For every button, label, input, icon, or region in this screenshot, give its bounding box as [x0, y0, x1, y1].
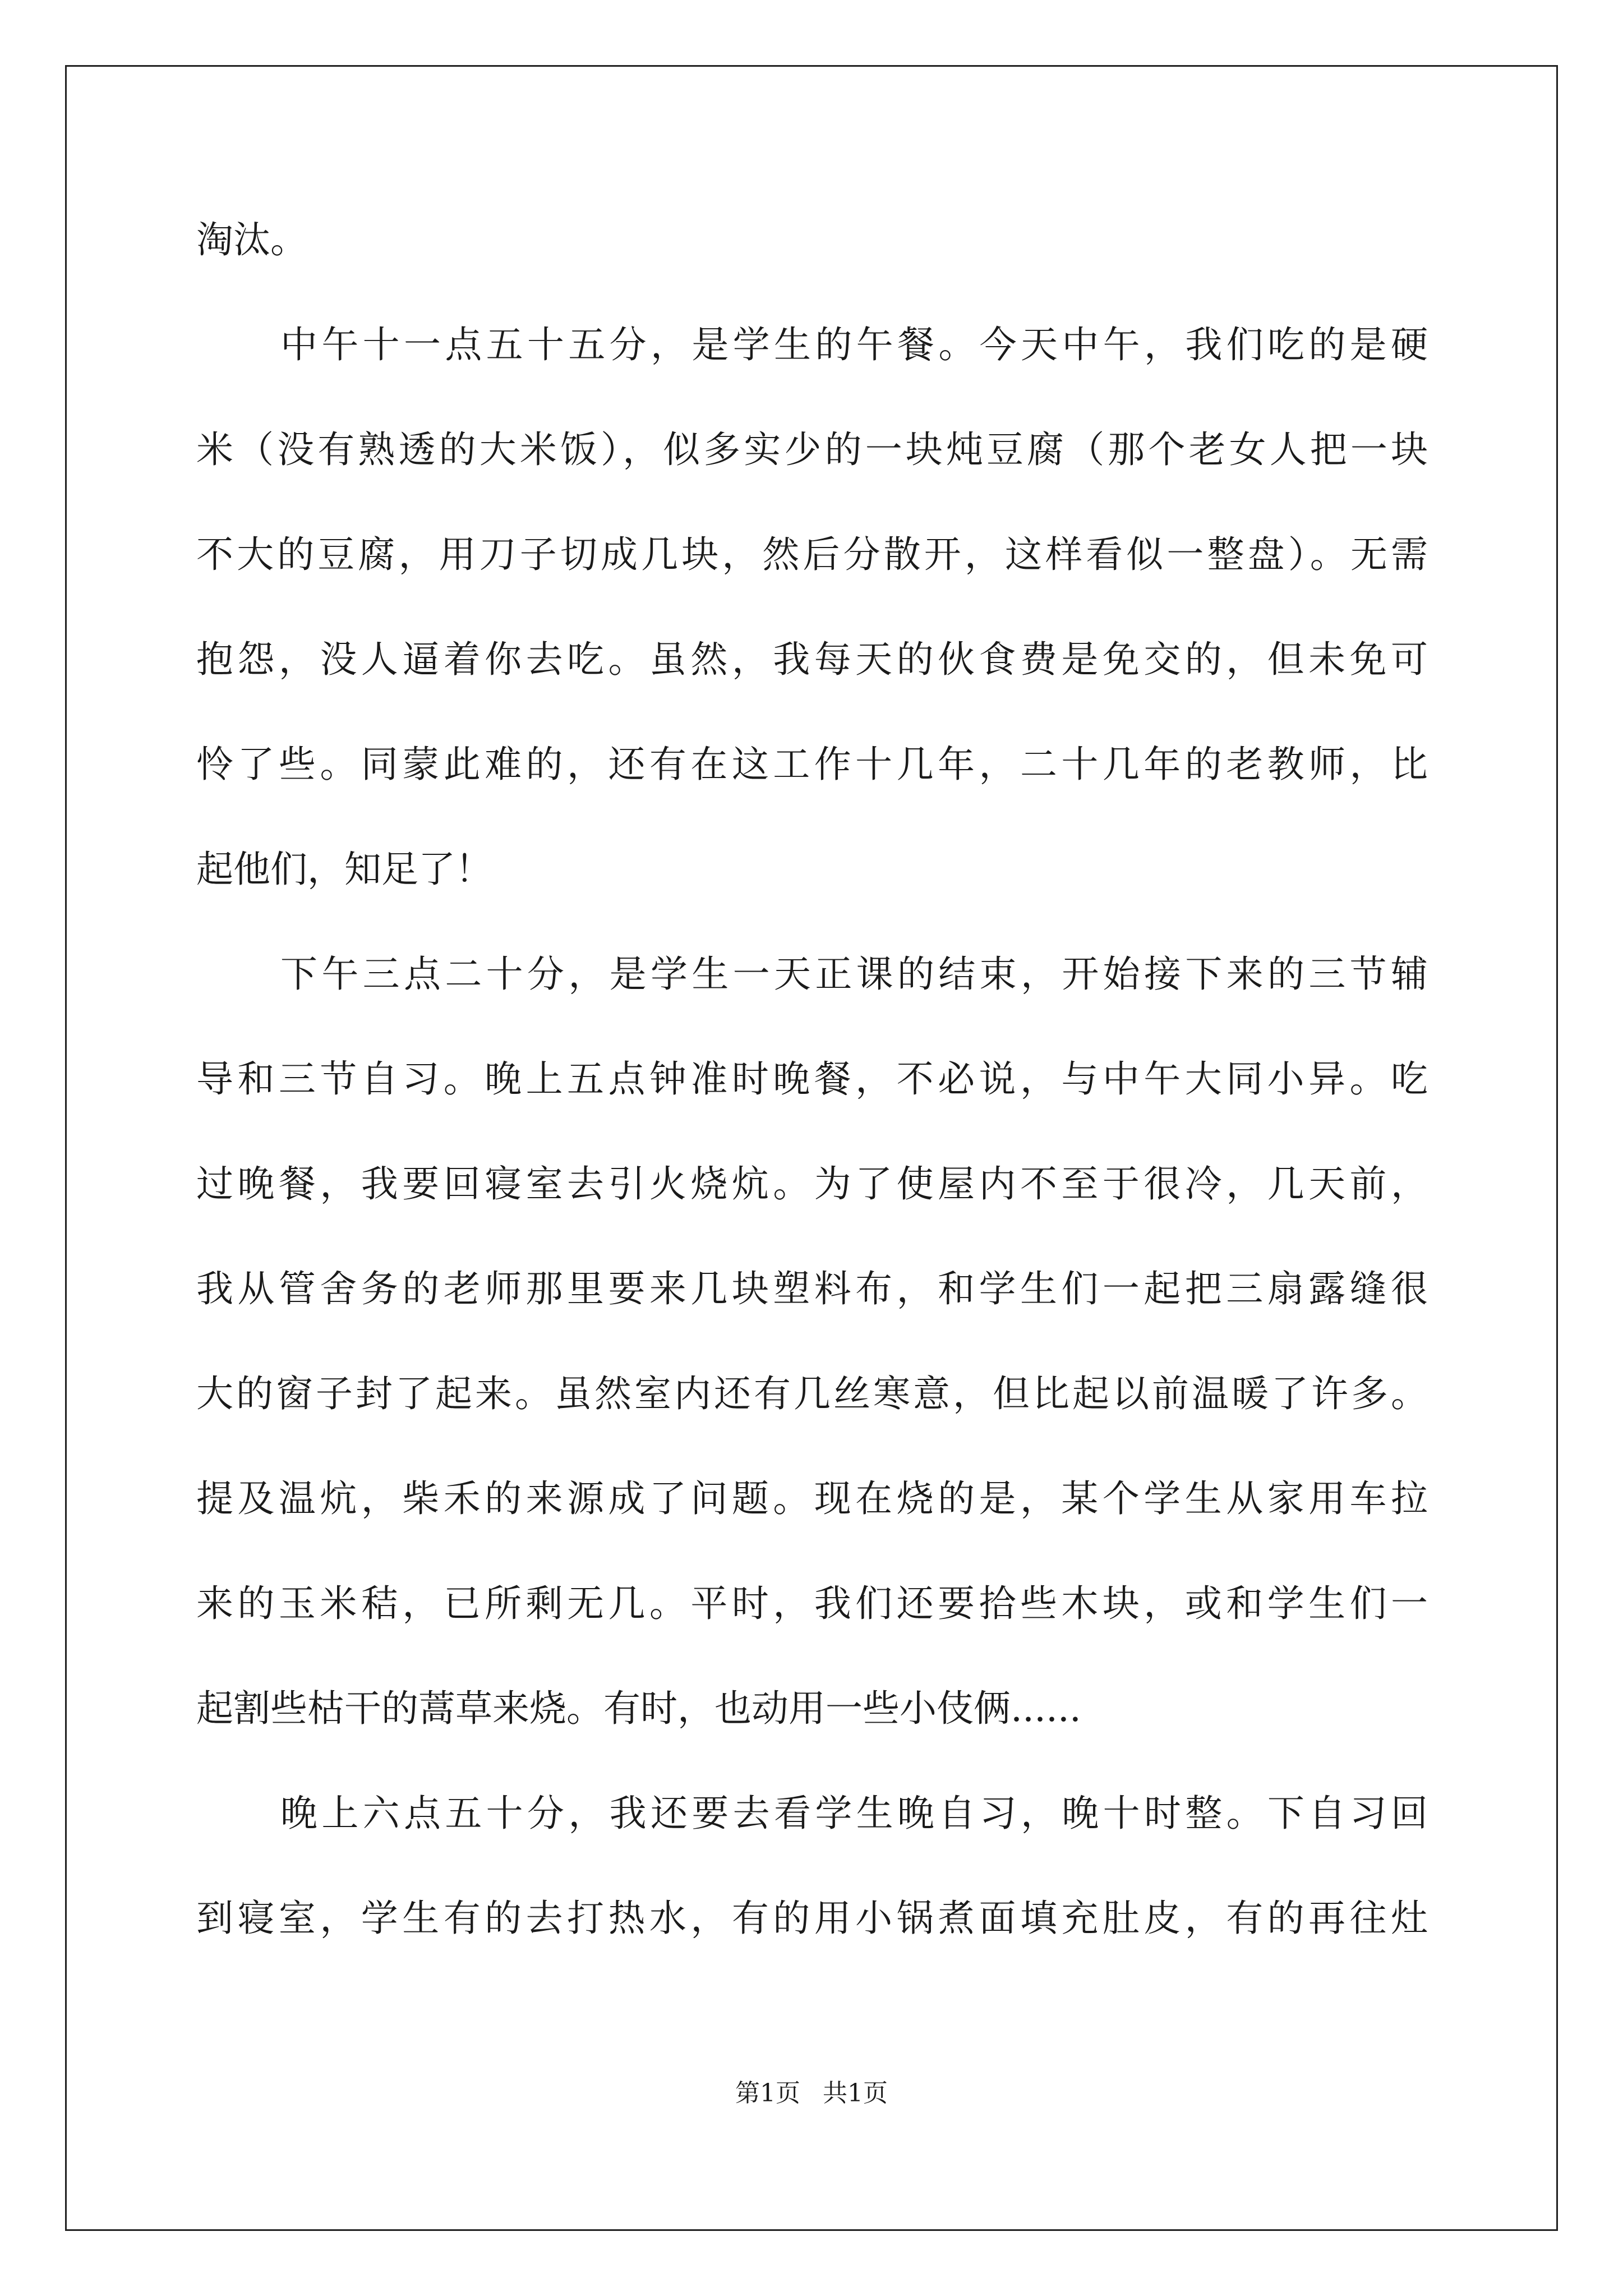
text-line: 中午十一点五十五分，是学生的午餐。今天中午，我们吃的是硬: [280, 323, 1428, 366]
text-line: 米（没有熟透的大米饭），似多实少的一块炖豆腐（那个老女人把一块: [196, 428, 1428, 471]
text-line: 起他们，知足了！: [196, 848, 492, 891]
text-line: 下午三点二十分，是学生一天正课的结束，开始接下来的三节辅: [280, 953, 1428, 996]
text-line: 过晚餐，我要回寝室去引火烧炕。为了使屋内不至于很冷，几天前，: [196, 1162, 1428, 1205]
text-line: 怜了些。同蒙此难的，还有在这工作十几年，二十几年的老教师，比: [196, 743, 1428, 786]
text-line: 淘汰。: [196, 218, 307, 261]
paragraph: [196, 318, 1428, 896]
text-line: 我从管舍务的老师那里要来几块塑料布，和学生们一起把三扇露缝很: [196, 1267, 1428, 1310]
text-line: 来的玉米秸，已所剩无几。平时，我们还要拾些木块，或和学生们一: [196, 1582, 1428, 1625]
paragraph: [196, 947, 1428, 1736]
page-footer: [0, 2077, 1623, 2110]
page-number: 第1页: [735, 2079, 800, 2108]
text-line: 提及温炕，柴禾的来源成了问题。现在烧的是，某个学生从家用车拉: [196, 1477, 1428, 1520]
document-body: [196, 213, 1428, 1945]
paragraph: [196, 213, 1428, 267]
text-line: 不大的豆腐，用刀子切成几块，然后分散开，这样看似一整盘）。无需: [196, 533, 1428, 576]
text-line: 起割些枯干的蒿草来烧。有时，也动用一些小伎俩......: [196, 1687, 1081, 1730]
text-line: 到寝室，学生有的去打热水，有的用小锅煮面填充肚皮，有的再往灶: [196, 1897, 1428, 1940]
paragraph: [196, 1787, 1428, 1945]
text-line: 大的窗子封了起来。虽然室内还有几丝寒意，但比起以前温暖了许多。: [196, 1372, 1428, 1415]
text-line: 晚上六点五十分，我还要去看学生晚自习，晚十时整。下自习回: [280, 1792, 1428, 1835]
page-total: 共1页: [823, 2079, 888, 2108]
text-line: 抱怨，没人逼着你去吃。虽然，我每天的伙食费是免交的，但未免可: [196, 638, 1428, 681]
text-line: 导和三节自习。晚上五点钟准时晚餐，不必说，与中午大同小异。吃: [196, 1057, 1428, 1101]
